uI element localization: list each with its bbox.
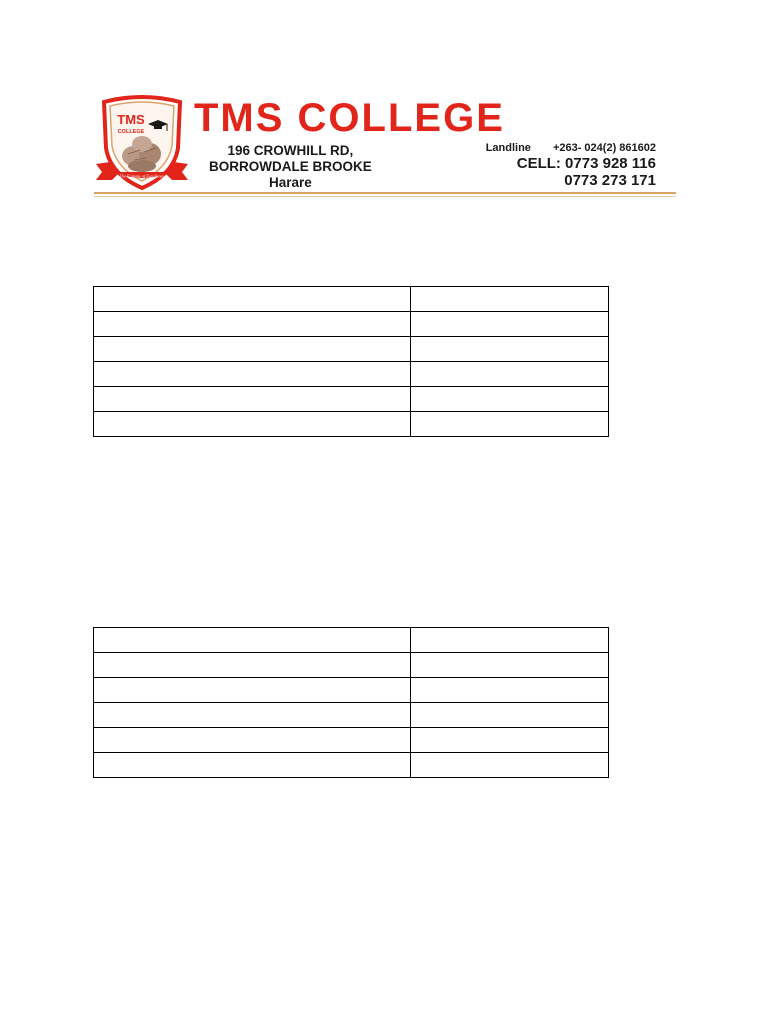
table-row bbox=[94, 387, 609, 412]
table-cell[interactable] bbox=[94, 628, 411, 653]
contact-details bbox=[486, 141, 656, 189]
table-row bbox=[94, 653, 609, 678]
empty-table-2 bbox=[93, 627, 609, 778]
address-line-2: BORROWDALE BROOKE bbox=[209, 159, 372, 174]
letterhead-divider bbox=[94, 192, 676, 194]
table-cell[interactable] bbox=[94, 337, 411, 362]
table-row bbox=[94, 728, 609, 753]
table-cell[interactable] bbox=[411, 362, 609, 387]
table-cell[interactable] bbox=[411, 628, 609, 653]
table-row bbox=[94, 362, 609, 387]
address-line-1: 196 CROWHILL RD, bbox=[227, 143, 354, 158]
letterhead-divider-thin bbox=[94, 196, 676, 197]
table-cell[interactable] bbox=[94, 678, 411, 703]
table-cell[interactable] bbox=[411, 728, 609, 753]
table-row bbox=[94, 753, 609, 778]
table-cell[interactable] bbox=[94, 753, 411, 778]
empty-table-1 bbox=[93, 286, 609, 437]
table-cell[interactable] bbox=[411, 287, 609, 312]
table-cell[interactable] bbox=[94, 653, 411, 678]
crest-ribbon-text: The Epitome of Excellence bbox=[119, 173, 165, 179]
landline-number: +263- 024(2) 861602 bbox=[552, 142, 656, 154]
landline-row bbox=[486, 141, 656, 155]
table-row bbox=[94, 412, 609, 437]
table-cell[interactable] bbox=[411, 387, 609, 412]
table-cell[interactable] bbox=[94, 362, 411, 387]
table-cell[interactable] bbox=[94, 387, 411, 412]
table-row bbox=[94, 337, 609, 362]
table-row bbox=[94, 312, 609, 337]
cell-number-1: CELL: 0773 928 116 bbox=[516, 155, 656, 172]
letterhead bbox=[94, 90, 676, 202]
address-line-3: Harare bbox=[268, 175, 312, 190]
table-row bbox=[94, 678, 609, 703]
college-address bbox=[209, 143, 372, 191]
table-cell[interactable] bbox=[94, 703, 411, 728]
table-cell[interactable] bbox=[411, 412, 609, 437]
table-cell[interactable] bbox=[411, 703, 609, 728]
table-cell[interactable] bbox=[411, 678, 609, 703]
table-cell[interactable] bbox=[94, 728, 411, 753]
table-row bbox=[94, 703, 609, 728]
college-name-heading: TMS COLLEGE bbox=[194, 96, 505, 140]
table-row bbox=[94, 628, 609, 653]
table-cell[interactable] bbox=[411, 312, 609, 337]
crest-college-text: COLLEGE bbox=[117, 129, 145, 135]
table-cell[interactable] bbox=[411, 337, 609, 362]
table-cell[interactable] bbox=[94, 312, 411, 337]
crest-tms-text: TMS bbox=[117, 112, 145, 127]
cell-number-2: 0773 273 171 bbox=[564, 172, 656, 189]
college-crest-logo bbox=[94, 94, 190, 190]
table-cell[interactable] bbox=[411, 653, 609, 678]
table-cell[interactable] bbox=[94, 412, 411, 437]
table-row bbox=[94, 287, 609, 312]
table-cell[interactable] bbox=[94, 287, 411, 312]
table-cell[interactable] bbox=[411, 753, 609, 778]
landline-label: Landline bbox=[485, 142, 531, 154]
